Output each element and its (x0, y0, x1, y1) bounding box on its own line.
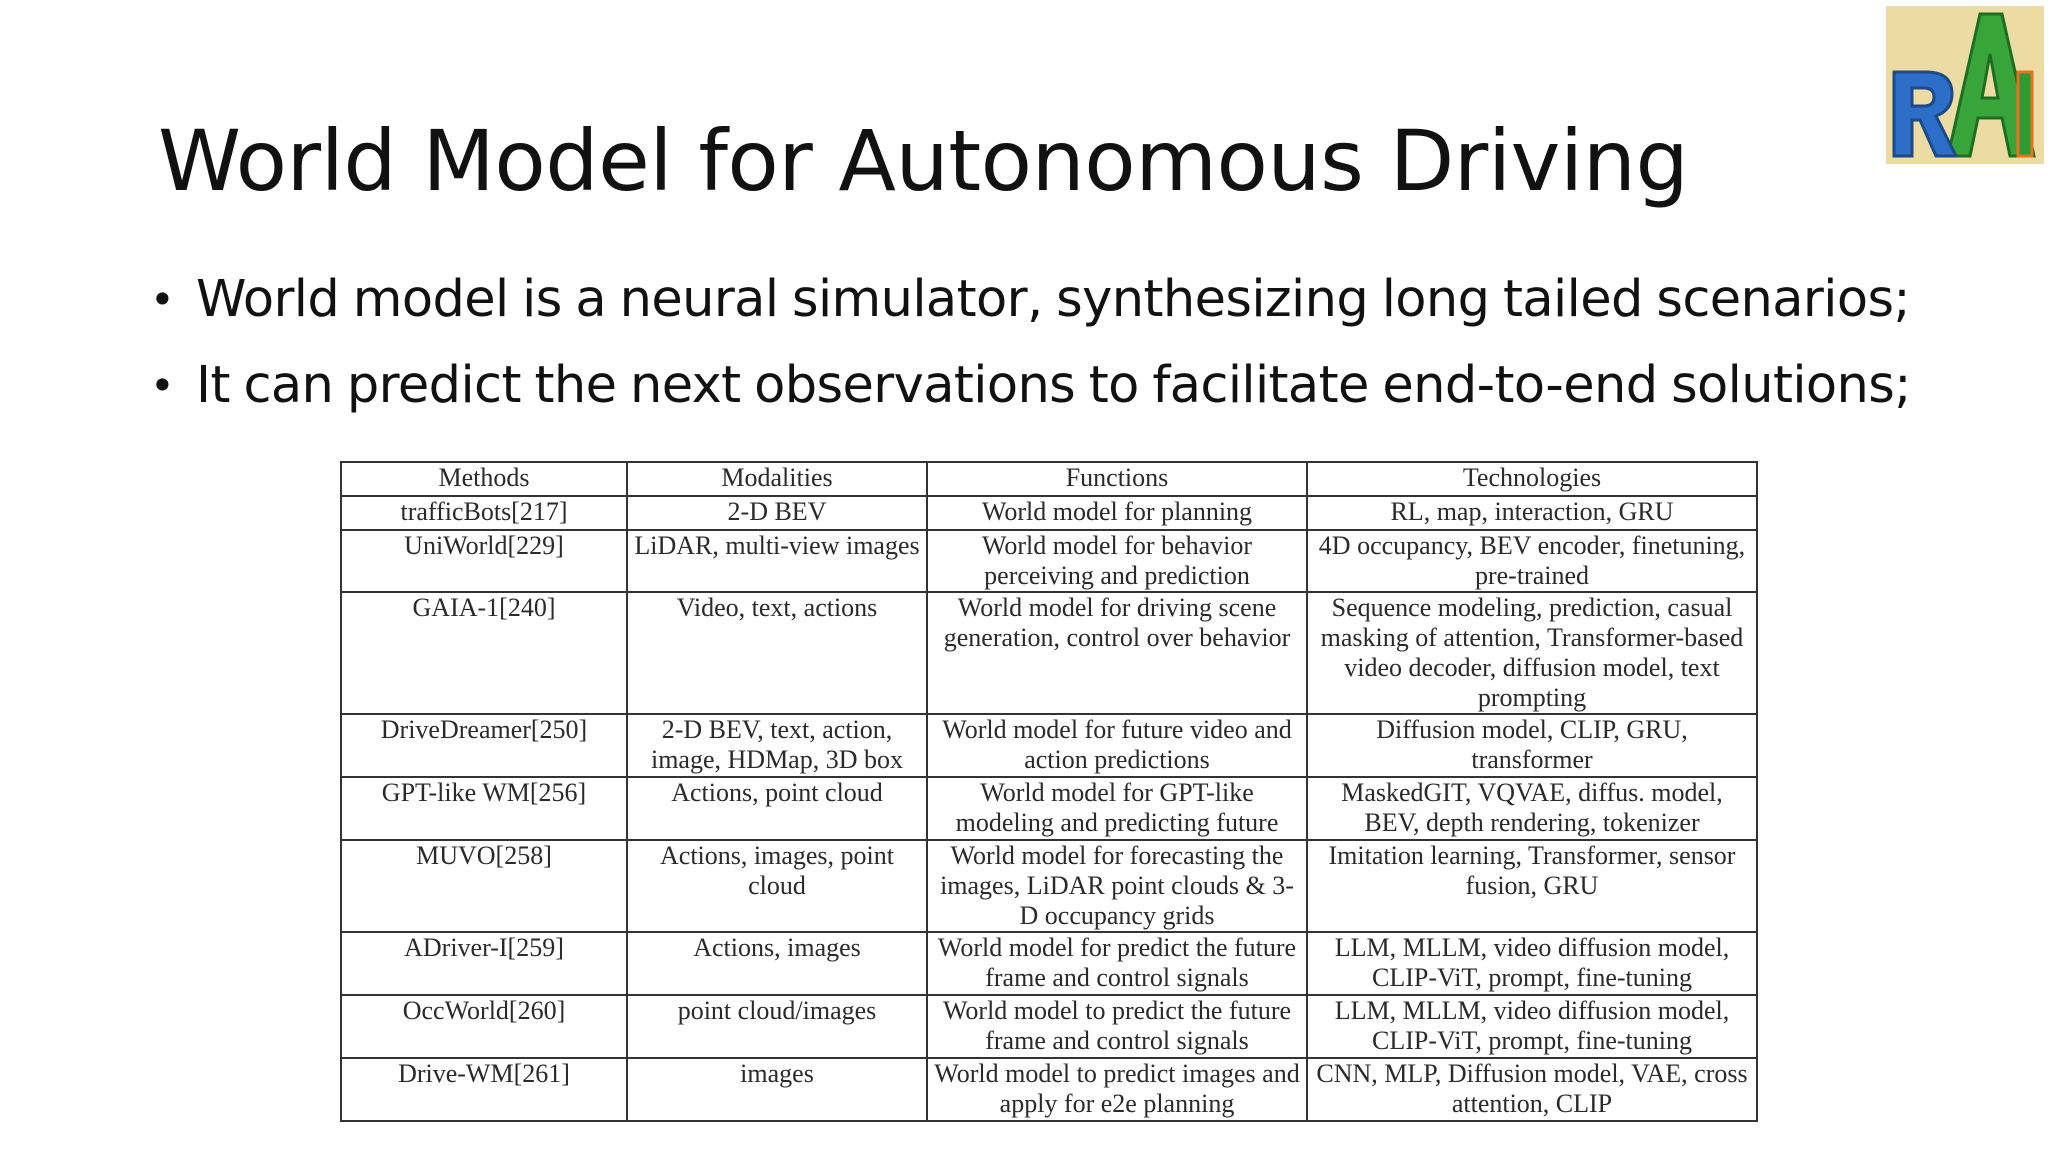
cell-modalities: 2-D BEV (627, 496, 927, 530)
table-row (341, 995, 1757, 1058)
table-row (341, 714, 1757, 777)
table-header-row (341, 462, 1757, 496)
cell-modalities: 2-D BEV, text, action, image, HDMap, 3D box (627, 714, 927, 777)
cell-technologies: Imitation learning, Transformer, sensor fusion, GRU (1307, 840, 1757, 932)
bullet-text: World model is a neural simulator, synthesizing long tailed scenarios; (196, 270, 1911, 329)
bullet-text: It can predict the next observations to facilitate end-to-end solutions; (196, 356, 1911, 415)
cell-functions: World model for future video and action predictions (927, 714, 1307, 777)
cell-modalities: LiDAR, multi-view images (627, 530, 927, 592)
cell-technologies: Diffusion model, CLIP, GRU, transformer (1307, 714, 1757, 777)
cell-modalities: Video, text, actions (627, 592, 927, 714)
cell-functions: World model for driving scene generation, control over behavior (927, 592, 1307, 714)
cell-method: DriveDreamer[250] (341, 714, 627, 777)
cell-technologies: LLM, MLLM, video diffusion model, CLIP-ViT, prompt, fine-tuning (1307, 932, 1757, 995)
cell-technologies: MaskedGIT, VQVAE, diffus. model, BEV, depth rendering, tokenizer (1307, 777, 1757, 840)
cell-technologies: RL, map, interaction, GRU (1307, 496, 1757, 530)
slide-title: World Model for Autonomous Driving (158, 112, 1689, 210)
cell-modalities: Actions, point cloud (627, 777, 927, 840)
cell-functions: World model to predict images and apply for e2e planning (927, 1058, 1307, 1121)
table-row (341, 840, 1757, 932)
table-row (341, 592, 1757, 714)
table-row (341, 1058, 1757, 1121)
cell-technologies: LLM, MLLM, video diffusion model, CLIP-ViT, prompt, fine-tuning (1307, 995, 1757, 1058)
cell-method: ADriver-I[259] (341, 932, 627, 995)
methods-table (340, 461, 1758, 1122)
cell-functions: World model for forecasting the images, LiDAR point clouds & 3-D occupancy grids (927, 840, 1307, 932)
cell-method: Drive-WM[261] (341, 1058, 627, 1121)
bullet-icon: • (150, 361, 175, 410)
cell-modalities: Actions, images, point cloud (627, 840, 927, 932)
header-methods: Methods (341, 462, 627, 496)
cell-functions: World model to predict the future frame and control signals (927, 995, 1307, 1058)
cell-functions: World model for planning (927, 496, 1307, 530)
bullet-item (150, 265, 1911, 351)
rai-logo (1886, 6, 2044, 164)
table-row (341, 932, 1757, 995)
cell-technologies: 4D occupancy, BEV encoder, finetuning, pre-trained (1307, 530, 1757, 592)
cell-method: GPT-like WM[256] (341, 777, 627, 840)
table-row (341, 496, 1757, 530)
cell-functions: World model for predict the future frame and control signals (927, 932, 1307, 995)
cell-technologies: Sequence modeling, prediction, casual masking of attention, Transformer-based video decoder, diffusion model, text prompting (1307, 592, 1757, 714)
table-row (341, 777, 1757, 840)
header-technologies: Technologies (1307, 462, 1757, 496)
cell-modalities: Actions, images (627, 932, 927, 995)
bullet-list (150, 265, 1911, 437)
cell-modalities: point cloud/images (627, 995, 927, 1058)
table-row (341, 530, 1757, 592)
methods-table-container (340, 461, 1758, 1122)
header-functions: Functions (927, 462, 1307, 496)
cell-method: OccWorld[260] (341, 995, 627, 1058)
cell-method: MUVO[258] (341, 840, 627, 932)
bullet-icon: • (150, 275, 175, 324)
cell-method: trafficBots[217] (341, 496, 627, 530)
cell-functions: World model for GPT-like modeling and predicting future (927, 777, 1307, 840)
cell-technologies: CNN, MLP, Diffusion model, VAE, cross attention, CLIP (1307, 1058, 1757, 1121)
header-modalities: Modalities (627, 462, 927, 496)
cell-modalities: images (627, 1058, 927, 1121)
cell-functions: World model for behavior perceiving and prediction (927, 530, 1307, 592)
bullet-item (150, 351, 1911, 437)
cell-method: GAIA-1[240] (341, 592, 627, 714)
cell-method: UniWorld[229] (341, 530, 627, 592)
